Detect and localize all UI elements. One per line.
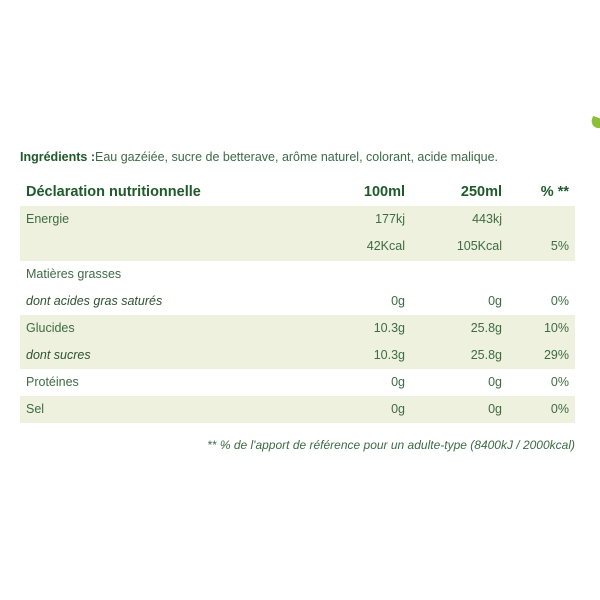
value-250ml: 25.8g [470,348,502,362]
table-row-sel [20,396,575,423]
value-100ml: 0g [391,375,405,389]
value-250ml: 0g [488,402,502,416]
value-250ml: 0g [488,375,502,389]
nutrition-table [20,178,575,423]
value-percent-kcal: 5% [550,239,569,253]
header-100ml: 100ml [363,184,405,200]
header-percent: % ** [540,184,569,200]
value-250ml: 443kj [472,212,502,226]
header-declaration: Déclaration nutritionnelle [26,184,201,200]
value-percent: 0% [550,375,569,389]
table-header [20,178,575,206]
nutrient-name: dont acides gras saturés [26,294,163,308]
value-percent: 29% [543,348,569,362]
value-100ml: 0g [391,402,405,416]
nutrient-name: Matières grasses [26,267,122,281]
table-row-matieres-grasses [20,261,575,288]
header-250ml: 250ml [460,184,502,200]
value-250ml-kcal: 105Kcal [456,239,502,253]
value-percent: 0% [550,294,569,308]
table-row-proteines [20,369,575,396]
table-row-glucides [20,315,575,342]
value-100ml-kcal: 42Kcal [366,239,405,253]
value-100ml: 0g [391,294,405,308]
value-250ml: 0g [488,294,502,308]
table-row-sucres [20,342,575,369]
value-250ml: 25.8g [470,321,502,335]
ingredients-label: Ingrédients : [20,150,96,164]
value-100ml: 177kj [375,212,405,226]
table-row-energie [20,206,575,261]
nutrient-name: Protéines [26,375,79,389]
value-percent: 0% [550,402,569,416]
table-row-acides-gras-satures [20,288,575,315]
ingredients-line [20,150,498,164]
leaf-decoration-icon [590,116,600,130]
value-100ml: 10.3g [373,348,405,362]
reference-footnote: ** % de l'apport de référence pour un adulte-type (8400kJ / 2000kcal) [207,438,575,452]
nutrient-name: Glucides [26,321,75,335]
nutrient-name: Sel [26,402,45,416]
value-percent: 10% [543,321,569,335]
nutrient-name: dont sucres [26,348,91,362]
nutrient-name: Energie [26,212,70,226]
ingredients-text: Eau gazéiée, sucre de betterave, arôme naturel, colorant, acide malique. [95,150,499,164]
value-100ml: 10.3g [373,321,405,335]
